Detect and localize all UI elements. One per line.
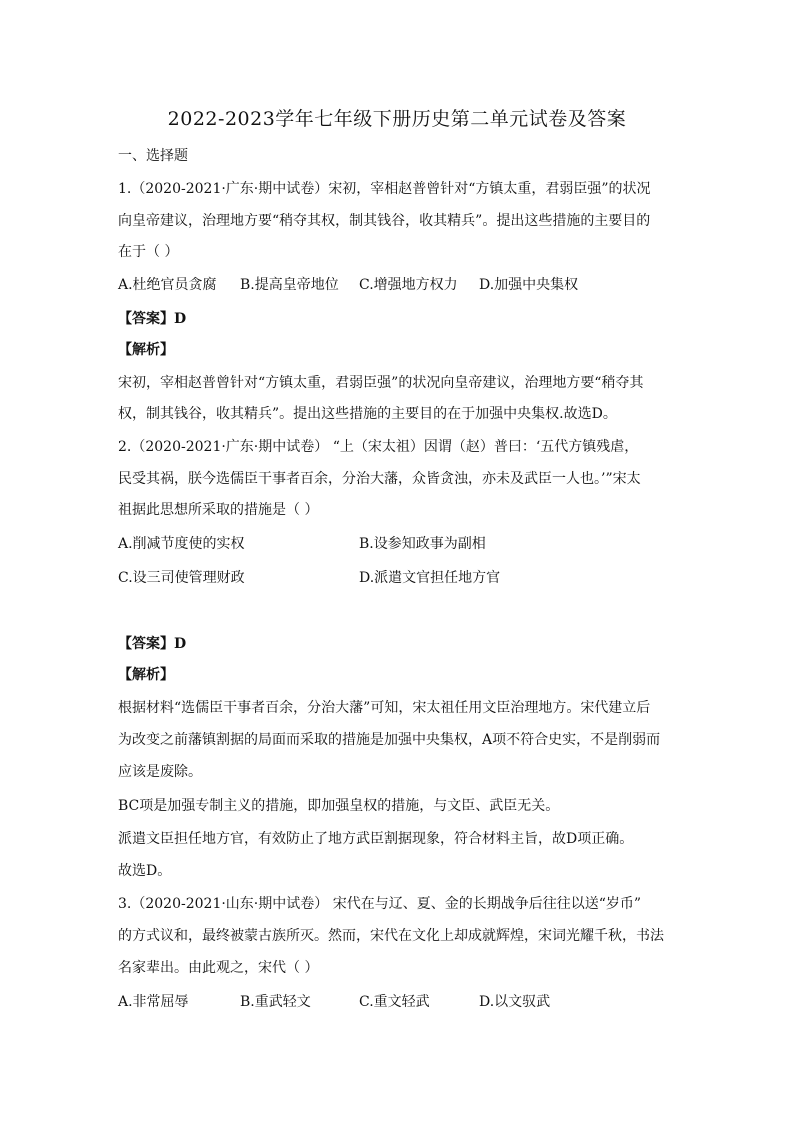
question-2-analysis-line: 为改变之前藩镇割据的局面而采取的措施是加强中央集权，A项不符合史实，不是削弱而 [118, 732, 661, 748]
question-2-analysis-label: 【解析】 [118, 667, 174, 683]
question-2-option-c: C.设三司使管理财政 [118, 570, 245, 586]
question-3-stem-line: 3.（2020-2021·山东·期中试卷） 宋代在与辽、夏、金的长期战争后往往以送“岁币” [118, 896, 642, 912]
question-3-option-a: A.非常屈辱 [118, 994, 189, 1010]
question-1-answer: 【答案】D [118, 311, 187, 327]
question-2-option-b: B.设参知政事为副相 [359, 536, 486, 552]
question-2-stem-line: 祖据此思想所采取的措施是（ ） [118, 502, 319, 518]
question-1-option-c: C.增强地方权力 [359, 277, 458, 293]
question-3-option-d: D.以文驭武 [479, 994, 551, 1010]
question-2-option-d: D.派遣文官担任地方官 [359, 570, 501, 586]
question-2-option-a: A.削减节度使的实权 [118, 536, 245, 552]
question-2-stem-line: 民受其祸，朕今选儒臣干事者百余，分治大藩，众皆贪浊，亦未及武臣一人也。’”宋太 [118, 471, 641, 487]
question-1-analysis-line: 宋初，宰相赵普曾针对“方镇太重，君弱臣强”的状况向皇帝建议，治理地方要“稍夺其 [118, 375, 644, 391]
question-3-stem-line: 的方式议和，最终被蒙古族所灭。然而，宋代在文化上却成就辉煌，宋词光耀千秋，书法 [118, 928, 664, 944]
question-1-option-d: D.加强中央集权 [479, 277, 579, 293]
question-1-option-b: B.提高皇帝地位 [240, 277, 339, 293]
question-2-stem-line: 2.（2020-2021·广东·期中试卷） “上（宋太祖）因谓（赵）普曰：‘五代方镇残虐， [118, 439, 639, 455]
question-2-analysis-line: 派遣文臣担任地方官，有效防止了地方武臣割据现象，符合材料主旨，故D项正确。 [118, 831, 634, 847]
question-2-analysis-line: 应该是废除。 [118, 764, 202, 780]
question-1-stem-line: 在于（ ） [118, 244, 179, 260]
question-3-option-c: C.重文轻武 [359, 994, 430, 1010]
question-2-analysis-line: 根据材料“选儒臣干事者百余，分治大藩”可知，宋太祖任用文臣治理地方。宋代建立后 [118, 700, 651, 716]
question-1-stem-line: 向皇帝建议，治理地方要“稍夺其权，制其钱谷，收其精兵”。提出这些措施的主要目的 [118, 213, 651, 229]
question-1-analysis-label: 【解析】 [118, 342, 174, 358]
section-heading: 一、选择题 [118, 148, 188, 164]
question-1-option-a: A.杜绝官员贪腐 [118, 277, 217, 293]
question-2-analysis-line: 故选D。 [118, 863, 172, 879]
question-1-stem-line: 1.（2020-2021·广东·期中试卷）宋初，宰相赵普曾针对“方镇太重，君弱臣强”的状况 [118, 181, 651, 197]
document-title: 2022-2023学年七年级下册历史第二单元试卷及答案 [167, 108, 627, 130]
question-3-option-b: B.重武轻文 [240, 994, 311, 1010]
question-1-analysis-line: 权，制其钱谷，收其精兵”。提出这些措施的主要目的在于加强中央集权.故选D。 [118, 406, 617, 422]
question-3-stem-line: 名家辈出。由此观之，宋代（ ） [118, 960, 319, 976]
question-2-answer: 【答案】D [118, 636, 187, 652]
question-2-analysis-line: BC项是加强专制主义的措施，即加强皇权的措施，与文臣、武臣无关。 [118, 798, 560, 814]
